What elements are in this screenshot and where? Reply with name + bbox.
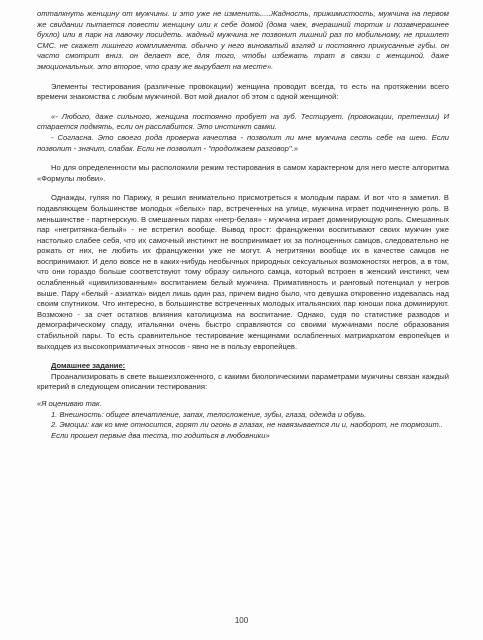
quote-list xyxy=(37,399,449,441)
homework-task: Проанализировать в свете вышеизложенного, с какими биологическими параметрами мужчины связан каждый критерий в следующем описании тестирования: xyxy=(37,371,449,392)
page-number: 100 xyxy=(234,616,249,625)
quote-line-intro: «Я оцениваю так. xyxy=(37,399,102,408)
homework-heading: Домашнее задание: xyxy=(51,361,126,371)
quote-line-lover: Если прошел первые два теста, то годиться в любовники» xyxy=(51,430,270,440)
paragraph-algorithm: Но для определенности мы расположили режим тестирования в самом характерном для него месте алгоритма «Формулы любви». xyxy=(37,163,449,183)
text-column xyxy=(37,9,449,441)
dialog-line-1: «- Любого, даже сильного, женщина постоянно пробует на зуб. Тестирует. (провокации, претензии) И старается подмять, если он расслабится. Это инстинкт самки. xyxy=(37,111,449,132)
dialog-line-2: - Согласна. Это своего рода проверка качества - позволит ли мне мужчина сесть себе на шею. Если позволит - значит, слабак. Если не позволит - "продолжаем разговор".» xyxy=(37,132,449,153)
quote-line-appearance: 1. Внешность: общее впечатление, запах, телосложение, зубы, глаза, одежда и обувь. xyxy=(51,409,367,419)
paragraph-testing-elements: Элементы тестирования (различные провокации) женщина проводит всегда, то есть на протяжении всего времени знакомства с любым мужчиной. Вот мой диалог об этом с одной женщиной: xyxy=(37,81,449,102)
quote-line-emotions: 2. Эмоции: как ко мне относится, горят ли огонь в глазах, не навязывается ли и, наоборот, не тормозит.. xyxy=(51,420,443,430)
quote-paragraph-greed: отталкнуть женщину от мужчины. и это уже не изменить.....Жадность, прижимистость, мужчина на первом же свидании пытается повести женщину или к себе домой (дома чаек, вчерашний тортик и позавчерашнее бухло) или в парк на лавочку посидеть. жадный мужчина не позвонит лишний раз по мобильному, не пришлет СМС. не скажет лишнего комплимента. обычно у него виноватый взгляд и постоянно прикусанные губы. он часто смотрит вниз. он делает все, для того, чтобы избежать трат в связи с женщиной. даже эмоциональных. это второе, что сразу же вырубает на месте». xyxy=(37,9,449,71)
paragraph-paris: Однажды, гуляя по Парижу, я решил внимательно присмотреться к молодым парам. И вот что я заметил. В подавляющем большинстве молодых «белых» пар, встреченных на улице, мужчина играет подчиненную роль. В меньшинстве - партнерскую. В смешанных парах «негр-белая» - мужчина играет доминирующую роль. Смешанных пар «негритянка-белый» - не встретил вообще. Вывод прост: француженки воспитывают своих мужчин уже настолько слабее себя, что их самочный инстинкт не воспринимает их за полноценных самцов, следовательно не рожать от них, не любить их француженки уже не могут. А негритянки вообще их в качестве самцов не воспринимают. И дело вовсе не в каких-нибудь необычных природных сексуальных возможностях негров, а в том, что они гораздо больше соответствуют тому образу сильного самца, который встроен в женский инстинкт, чем ослабленный «цивилизованным» воспитанием белый мужчина. Примативность и ранговый потенциал у негров выше. Пару «белый - азиатка» видел лишь один раз, причем видно было, что девушка откровенно издевалась над своим спутником. Что интересно, в большинстве встреченных молодых итальянских пар юноши пока доминируют. Возможно - за счет остатков влияния католицизма на воспитание. Однако, судя по статистике разводов и демографическому спаду, итальянки очень быстро справляются со своими мужчинами после образования стабильной пары. То есть сравнительное тестирование женщинами ослабленных матриархатом европейцев и выходцев из высокоприматичных этносов - явно не в пользу европейцев. xyxy=(37,193,449,351)
